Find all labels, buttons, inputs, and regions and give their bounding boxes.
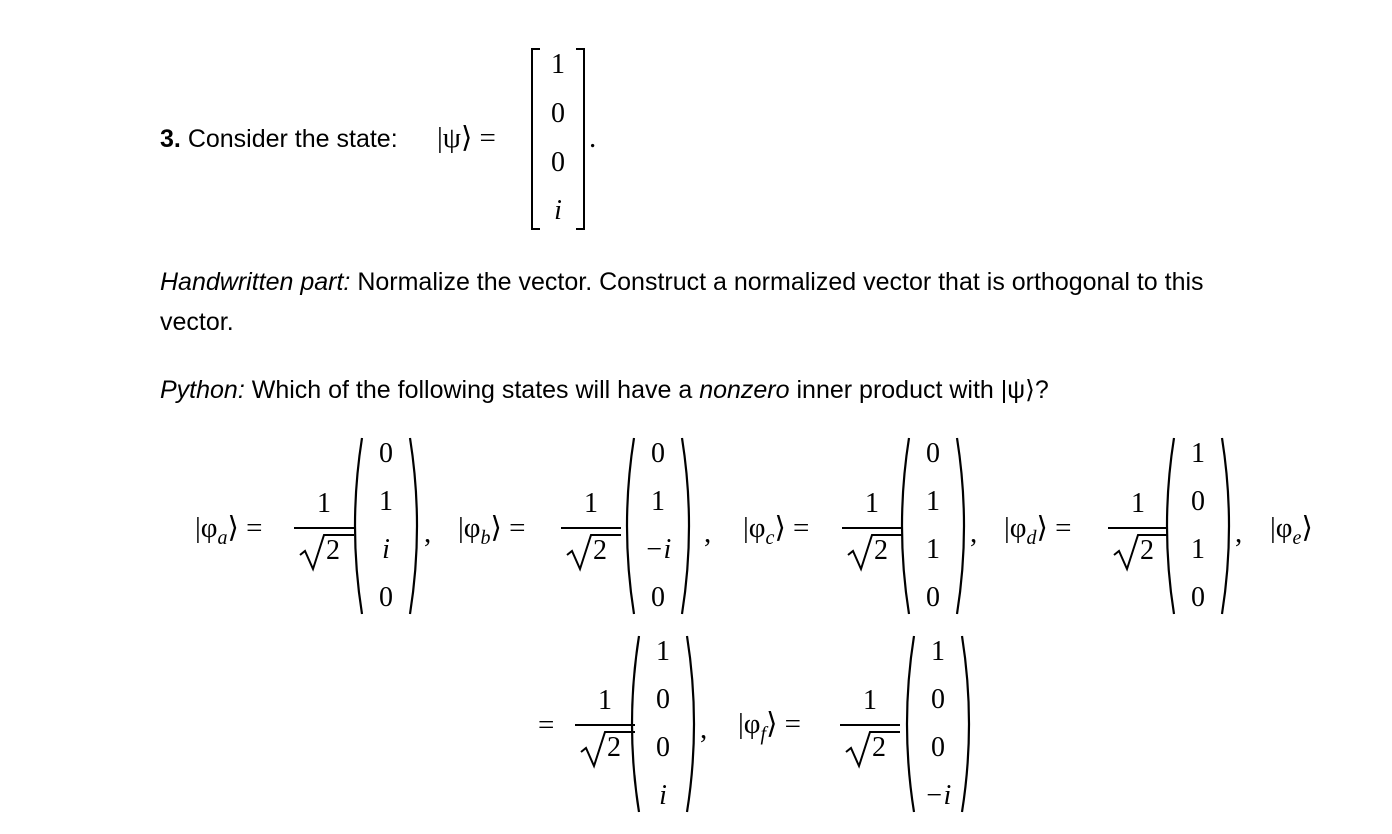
vector-component: 1 [651,486,665,517]
python-label: Python: [160,376,245,404]
fraction-one-over-sqrt2 [292,487,356,571]
sqrt-symbol [844,728,902,768]
sqrt-radicand: 2 [872,732,886,763]
handwritten-text: Normalize the vector. Construct a normalized vector that is orthogonal to this [357,268,1204,296]
state-vector [902,634,974,814]
problem-intro: Consider the state: [187,125,398,153]
psi-component: 1 [551,49,565,80]
fraction-bar [842,527,902,529]
ket-bar-phi: |φ [458,512,481,544]
ket-close: ⟩ = [1036,512,1072,544]
fraction-one-over-sqrt2 [559,487,623,571]
problem-line [160,124,398,154]
separator-comma: , [424,517,432,549]
fraction-numerator: 1 [317,488,331,519]
vector-component: i [382,534,390,565]
vector-component: 0 [379,582,393,613]
ket-close: ⟩ [1301,512,1313,544]
vector-component: 1 [926,534,940,565]
vector-component: 0 [656,732,670,763]
python-question [160,375,1049,405]
sqrt-radicand: 2 [874,535,888,566]
vector-component: 1 [926,486,940,517]
vector-component: 0 [379,438,393,469]
ket-bar-phi: |φ [738,708,761,740]
ket-subscript: b [480,527,491,549]
vector-component: −i [924,780,952,811]
fraction-numerator: 1 [863,685,877,716]
handwritten-line-1 [160,267,1204,297]
ket-bar-phi: |φ [1270,512,1293,544]
vector-component: −i [644,534,672,565]
state-vector [350,436,422,616]
ket-close: ⟩ = [766,708,802,740]
ket-close: ⟩ = [227,512,263,544]
fraction-one-over-sqrt2 [838,684,902,768]
state-vector [627,634,699,814]
sqrt-radicand: 2 [326,535,340,566]
vector-component: 0 [926,582,940,613]
ket-bar-phi: |φ [743,512,766,544]
fraction-numerator: 1 [865,488,879,519]
fraction-bar [294,527,354,529]
fraction-bar [561,527,621,529]
vector-component: 1 [656,636,670,667]
vector-component: 0 [1191,486,1205,517]
vector-component: 0 [651,438,665,469]
vector-component: 0 [931,732,945,763]
sqrt-radicand: 2 [1140,535,1154,566]
sqrt-symbol [298,531,356,571]
fraction-numerator: 1 [598,685,612,716]
vector-component: 0 [651,582,665,613]
ket-subscript: d [1026,527,1037,549]
state-vector [1162,436,1234,616]
ket-phi-d [1004,511,1071,548]
ket-phi-c [743,511,809,548]
ket-subscript: a [217,527,228,549]
ket-subscript: f [760,723,767,745]
handwritten-label: Handwritten part: [160,268,351,296]
vector-component: 0 [656,684,670,715]
sqrt-radicand: 2 [593,535,607,566]
psi-component: i [554,195,562,226]
state-vector [897,436,969,616]
ket-phi-e [1270,511,1313,548]
ket-phi-f [738,707,801,744]
state-vector [622,436,694,616]
problem-number: 3. [160,125,181,153]
vector-component: 0 [1191,582,1205,613]
vector-component: 1 [379,486,393,517]
python-text-after: inner product with |ψ⟩? [796,376,1049,404]
fraction-one-over-sqrt2 [840,487,904,571]
vector-component: 1 [1191,534,1205,565]
psi-period: . [589,122,597,154]
separator-comma: , [700,713,708,745]
ket-subscript: e [1292,527,1302,549]
psi-label: |ψ⟩ = [437,122,496,154]
ket-subscript: c [765,527,775,549]
separator-comma: , [1235,517,1243,549]
ket-phi-a [195,511,262,548]
fraction-numerator: 1 [1131,488,1145,519]
fraction-one-over-sqrt2 [1106,487,1170,571]
separator-comma: , [704,517,712,549]
python-text-before: Which of the following states will have a [251,376,693,404]
vector-component: 0 [931,684,945,715]
ket-close: ⟩ = [774,512,810,544]
fraction-numerator: 1 [584,488,598,519]
vector-component: i [659,780,667,811]
sqrt-symbol [846,531,904,571]
ket-bar-phi: |φ [1004,512,1027,544]
psi-component: 0 [551,98,565,129]
vector-component: 1 [1191,438,1205,469]
vector-component: 0 [926,438,940,469]
ket-phi-b [458,511,525,548]
psi-component: 0 [551,147,565,178]
continuation-equals: = [538,709,555,741]
separator-comma: , [970,517,978,549]
handwritten-line-2: vector. [160,308,234,336]
fraction-bar [1108,527,1168,529]
fraction-bar [575,724,635,726]
sqrt-symbol [565,531,623,571]
vector-component: 1 [931,636,945,667]
ket-bar-phi: |φ [195,512,218,544]
ket-close: ⟩ = [490,512,526,544]
sqrt-radicand: 2 [607,732,621,763]
python-emphasis: nonzero [699,376,790,404]
fraction-bar [840,724,900,726]
